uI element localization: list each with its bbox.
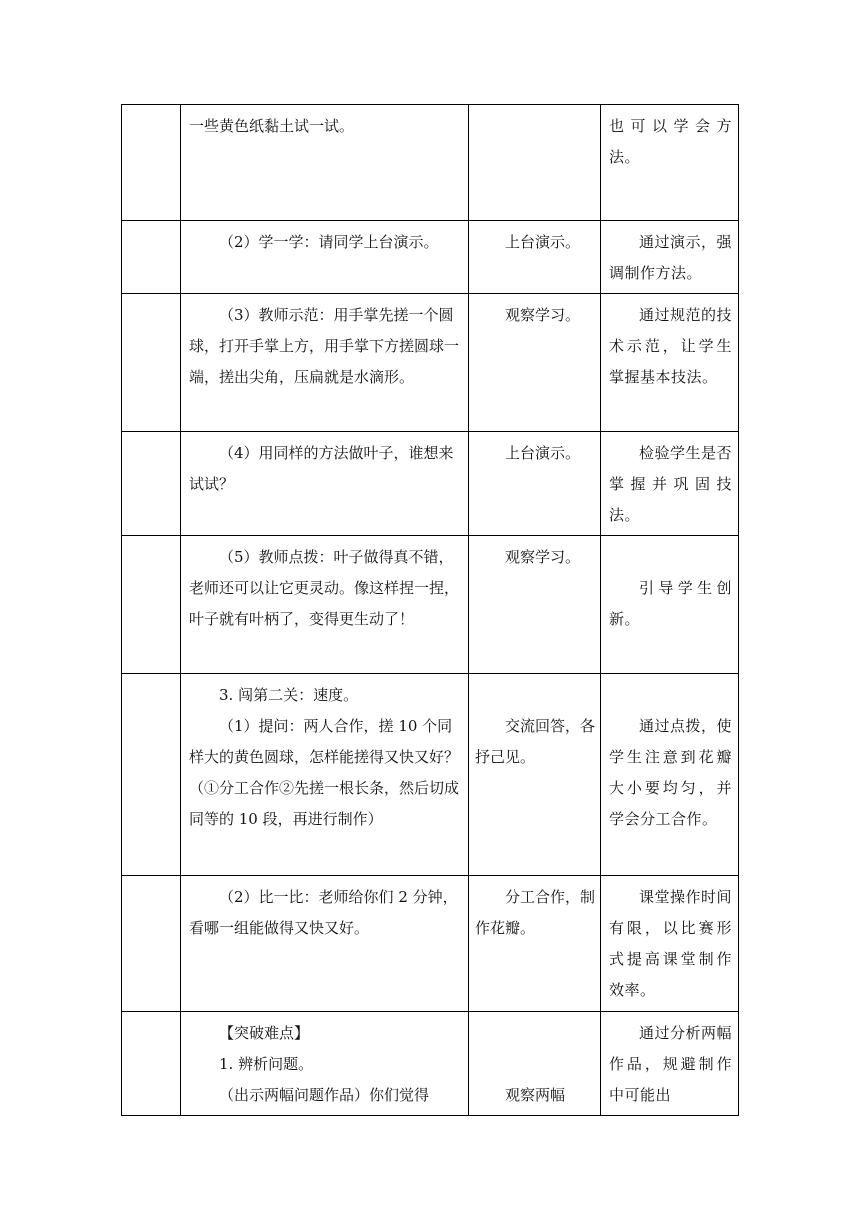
intent-cell: [601, 876, 739, 1012]
table-row: [122, 105, 739, 221]
intent-cell: [601, 105, 739, 221]
table-row: [122, 221, 739, 294]
student-cell: [469, 221, 601, 294]
process-text: （4）用同样的方法做叶子，谁想来试试？: [189, 444, 454, 493]
process-cell: [181, 294, 469, 432]
lesson-table: [121, 104, 739, 1116]
process-text: 一些黄色纸黏土试一试。: [189, 117, 355, 135]
intent-text: 也可以学会方法。: [609, 117, 732, 166]
process-cell: [181, 221, 469, 294]
intent-text: 引导学生创新。: [609, 579, 732, 628]
intent-cell: [601, 674, 739, 876]
blank-cell: [122, 876, 181, 1012]
blank-cell: [122, 674, 181, 876]
process-text: （2）学一学：请同学上台演示。: [219, 233, 439, 251]
process-cell: [181, 536, 469, 674]
process-text: （2）比一比：老师给你们 2 分钟，看哪一组能做得又快又好。: [189, 888, 458, 937]
student-cell: [469, 294, 601, 432]
blank-cell: [122, 105, 181, 221]
process-cell: [181, 876, 469, 1012]
process-text: （1）提问：两人合作，搓 10 个同样大的黄色圆球，怎样能搓得又快又好？（①分工合作②先搓一根长条，然后切成同等的 10 段，再进行制作）: [189, 717, 460, 828]
process-text: （出示两幅问题作品）你们觉得: [219, 1086, 430, 1104]
blank-cell: [122, 1012, 181, 1116]
intent-cell: [601, 1012, 739, 1116]
student-text: 上台演示。: [505, 444, 581, 462]
blank-cell: [122, 432, 181, 536]
process-cell: [181, 1012, 469, 1116]
process-text: （3）教师示范：用手掌先搓一个圆球，打开手掌上方，用手掌下方搓圆球一端，搓出尖角，压扁就是水滴形。: [189, 306, 460, 386]
blank-cell: [122, 536, 181, 674]
blank-cell: [122, 294, 181, 432]
blank-cell: [122, 221, 181, 294]
intent-text: 通过点拨，使学生注意到花瓣大小要均匀，并学会分工合作。: [609, 717, 733, 828]
intent-text: 课堂操作时间有限，以比赛形式提高课堂制作效率。: [609, 888, 733, 999]
student-text: 分工合作，制作花瓣。: [475, 888, 596, 937]
student-text: 上台演示。: [505, 233, 581, 251]
table-row: [122, 674, 739, 876]
student-cell: [469, 105, 601, 221]
student-cell: [469, 536, 601, 674]
intent-text: 检验学生是否掌握并巩固技法。: [609, 444, 733, 524]
student-cell: [469, 674, 601, 876]
process-text: 【突破难点】: [219, 1024, 310, 1042]
intent-cell: [601, 536, 739, 674]
process-cell: [181, 105, 469, 221]
student-text: 观察两幅: [505, 1086, 566, 1104]
intent-text: 通过规范的技术示范，让学生掌握基本技法。: [609, 306, 733, 386]
student-text: 观察学习。: [505, 548, 581, 566]
table-row: [122, 294, 739, 432]
process-cell: [181, 674, 469, 876]
table-row: [122, 432, 739, 536]
process-text: 1. 辨析问题。: [219, 1055, 314, 1073]
intent-cell: [601, 294, 739, 432]
table-row: [122, 1012, 739, 1116]
intent-text: 通过分析两幅作品，规避制作中可能出: [609, 1024, 733, 1104]
table-row: [122, 536, 739, 674]
table-row: [122, 876, 739, 1012]
process-text: （5）教师点拨：叶子做得真不错，老师还可以让它更灵动。像这样捏一捏，叶子就有叶柄了，变得更生动了！: [189, 548, 460, 628]
student-cell: [469, 1012, 601, 1116]
process-cell: [181, 432, 469, 536]
intent-cell: [601, 221, 739, 294]
student-text: 观察学习。: [505, 306, 581, 324]
student-cell: [469, 432, 601, 536]
student-text: 交流回答，各抒己见。: [475, 717, 596, 766]
process-text: 3. 闯第二关：速度。: [219, 686, 359, 704]
student-cell: [469, 876, 601, 1012]
intent-cell: [601, 432, 739, 536]
intent-text: 通过演示，强调制作方法。: [609, 233, 733, 282]
